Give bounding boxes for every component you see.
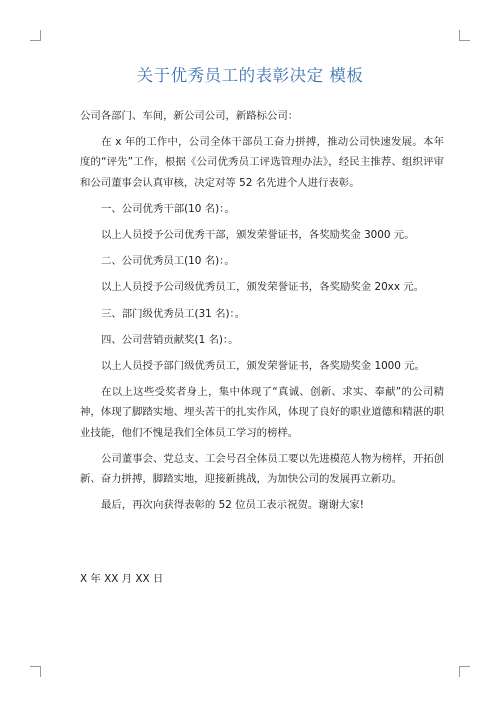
paragraph-closing: 最后，再次向获得表彰的 52 位员工表示祝贺。谢谢大家! bbox=[101, 499, 364, 512]
salutation: 公司各部门、车间，新公司公司，新路标公司： bbox=[80, 110, 299, 122]
page-corner-mark-bottom-right bbox=[459, 666, 470, 677]
document-title: 关于优秀员工的表彰决定 模板 bbox=[136, 66, 364, 85]
paragraph-section-4: 四、公司营销贡献奖(1 名)：。 bbox=[101, 333, 239, 346]
paragraph-praise: 在以上这些受奖者身上，集中体现了“真诚、创新、求实、奉献”的公司精神，体现了脚踏实地、埋头苦干的扎实作风，体现了良好的职业道德和精湛的职业技能，他们不愧是我们全体员工学习的榜样。 bbox=[80, 386, 444, 439]
page-corner-mark-top-right bbox=[459, 30, 470, 41]
paragraph-call-to-action: 公司董事会、党总支、工会号召全体员工要以先进模范人物为榜样，开拓创新、奋力拼搏，脚踏实地，迎接新挑战，为加快公司的发展再立新功。 bbox=[80, 452, 444, 486]
paragraph-intro: 在 x 年的工作中，公司全体干部员工奋力拼搏，推动公司快速发展。本年度的“评先”工作，根据《公司优秀员工评选管理办法》，经民主推荐、组织评审和公司董事会认真审核，决定对等 52 名先进个人进行表彰。 bbox=[80, 136, 444, 189]
paragraph-section-2: 二、公司优秀员工(10 名)：。 bbox=[101, 255, 235, 268]
paragraph-award-1: 以上人员授予公司优秀干部，颁发荣誉证书，各奖励奖金 3000 元。 bbox=[101, 229, 415, 242]
paragraph-award-3: 以上人员授予部门级优秀员工，颁发荣誉证书，各奖励奖金 1000 元。 bbox=[101, 360, 425, 373]
paragraph-section-3: 三、部门级优秀员工(31 名)：。 bbox=[101, 307, 246, 320]
paragraph-award-2: 以上人员授予公司级优秀员工，颁发荣誉证书，各奖励奖金 20xx 元。 bbox=[101, 281, 425, 294]
paragraph-section-1: 一、公司优秀干部(10 名)：。 bbox=[101, 202, 235, 215]
page-corner-mark-bottom-left bbox=[30, 666, 41, 677]
document-date: X 年 XX 月 XX 日 bbox=[80, 573, 164, 585]
document-body bbox=[80, 106, 444, 521]
page-corner-mark-top-left bbox=[30, 30, 41, 41]
